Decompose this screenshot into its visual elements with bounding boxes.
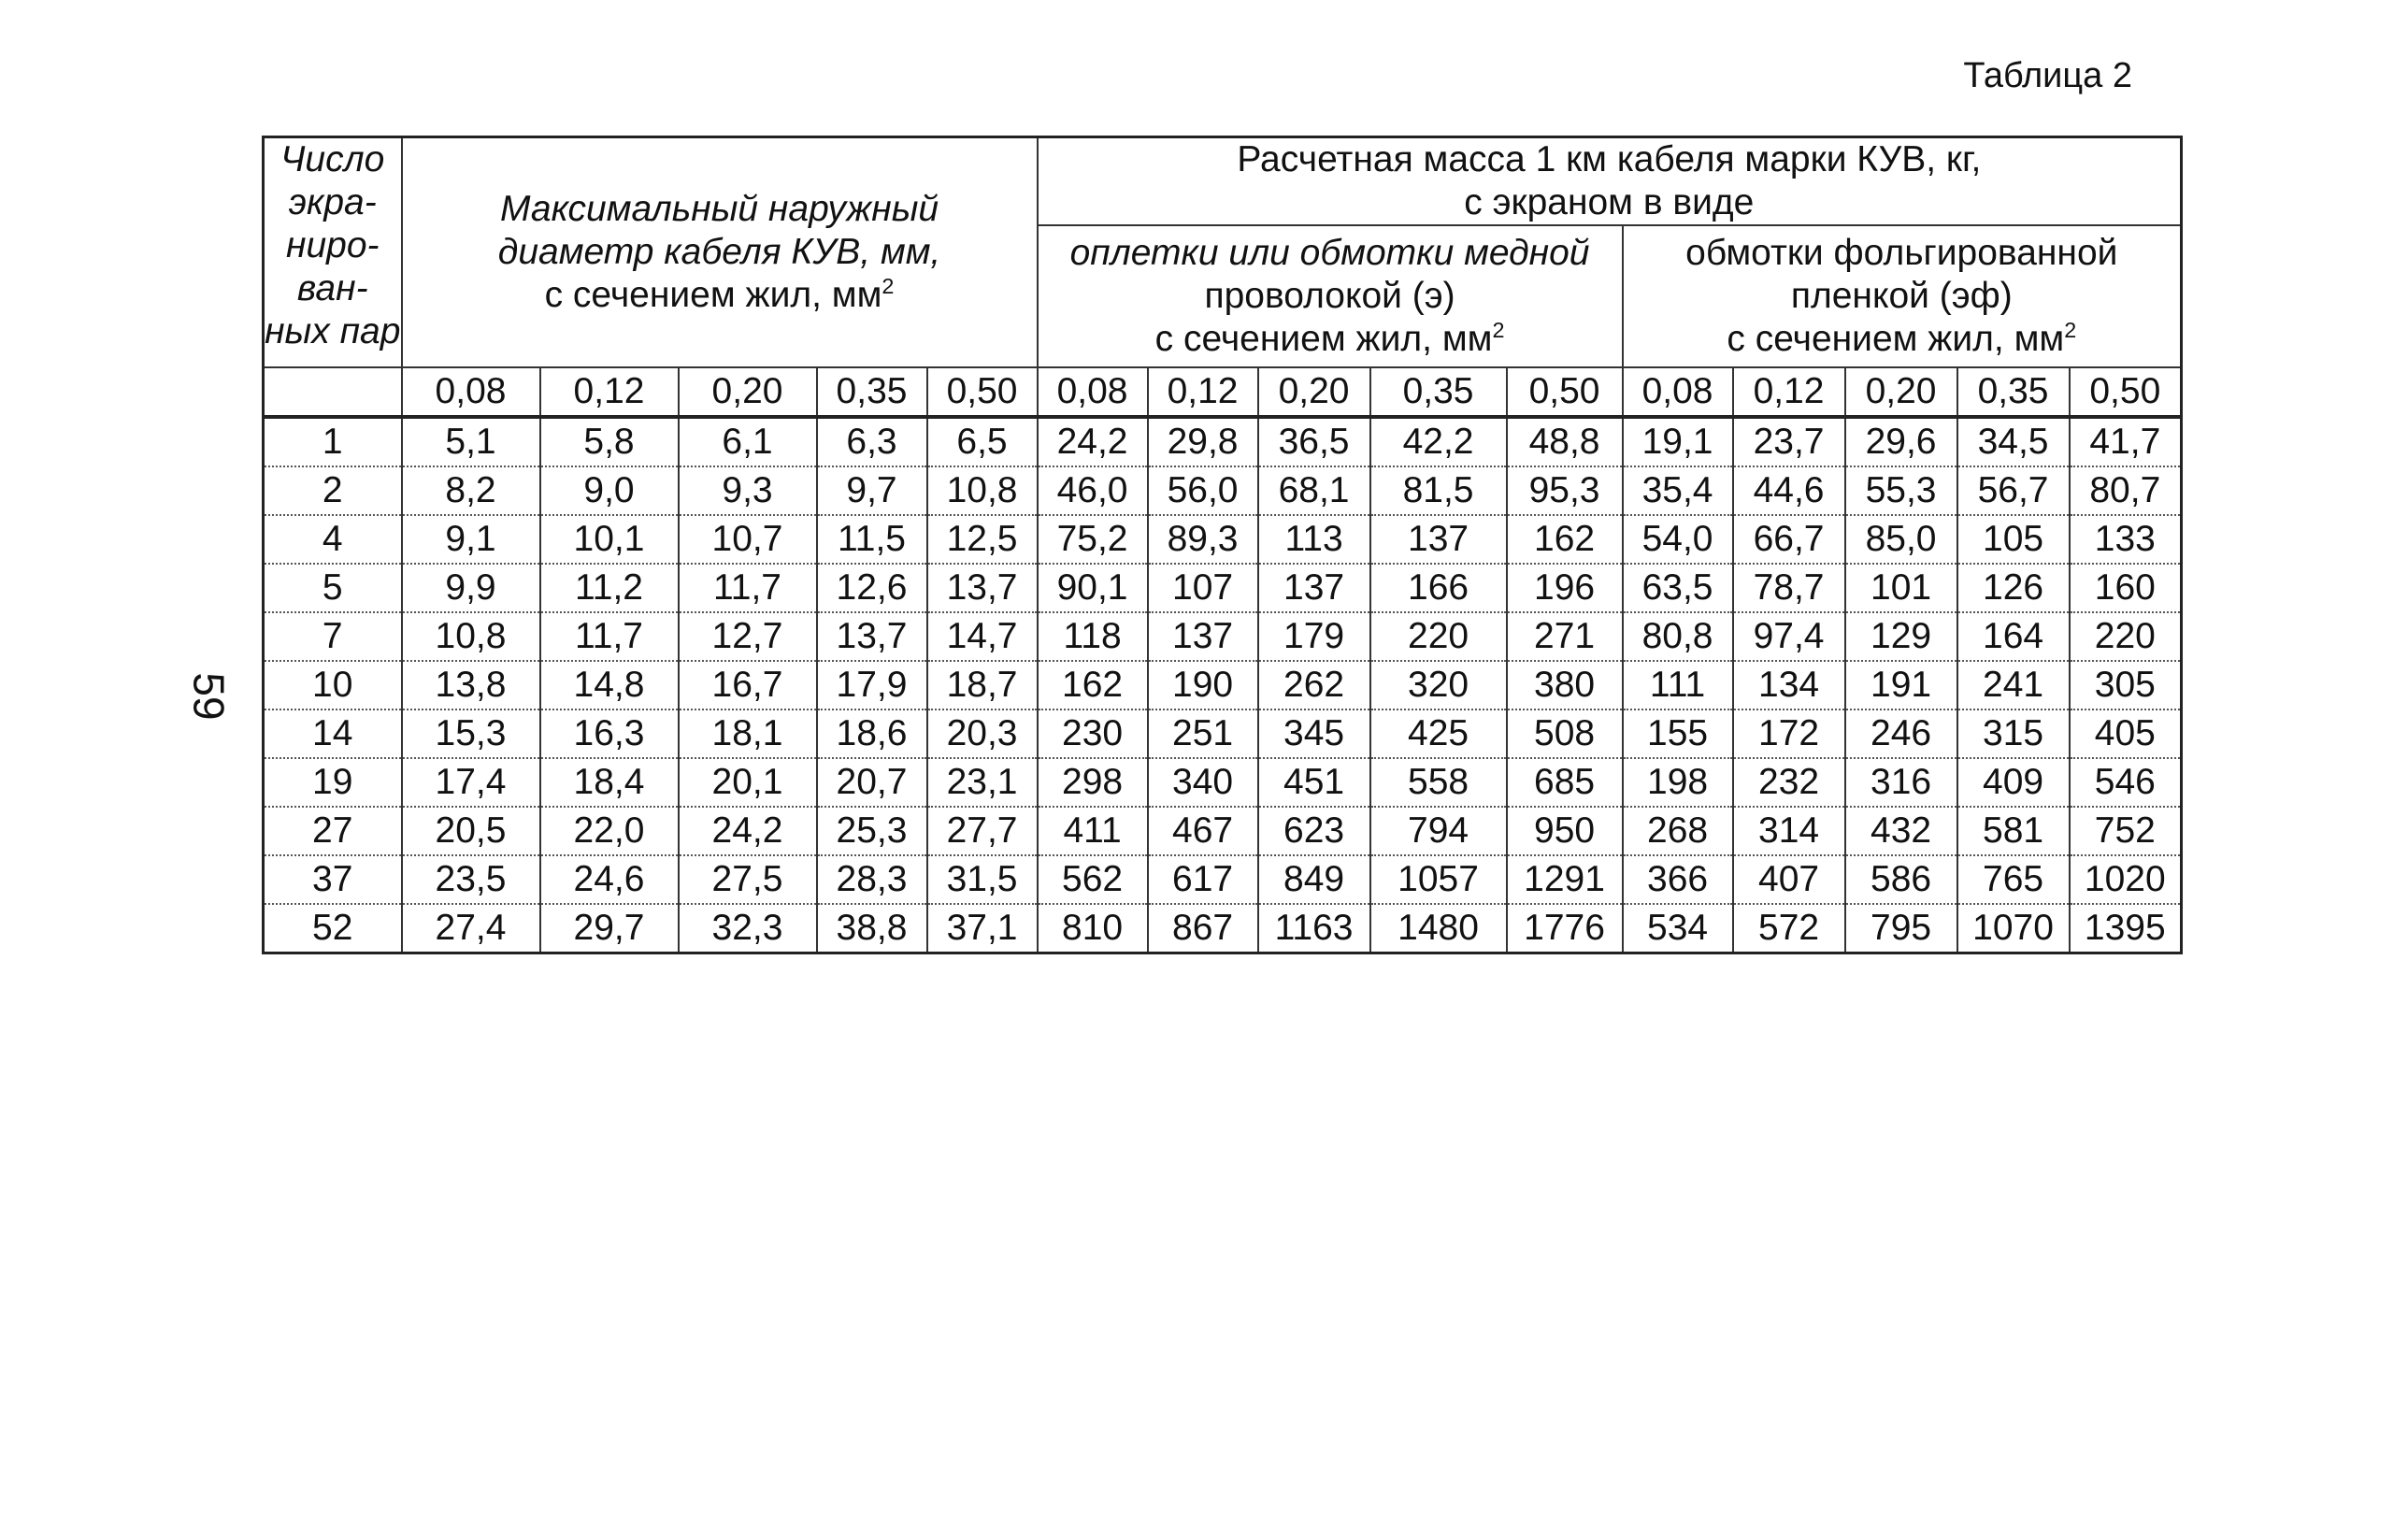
table-cell: 11,5 (817, 515, 927, 564)
table-cell: 101 (1845, 564, 1957, 612)
table-cell: 42,2 (1370, 417, 1507, 466)
table-cell: 111 (1623, 661, 1733, 709)
table-cell: 220 (1370, 612, 1507, 661)
table-cell: 6,3 (817, 417, 927, 466)
table-row (264, 564, 2182, 612)
table-cell: 849 (1258, 855, 1370, 904)
pairs-cell: 10 (264, 661, 402, 709)
table-cell: 810 (1038, 904, 1148, 953)
braid-title-line3: с сечением жил, мм (1154, 319, 1493, 360)
table-cell: 1776 (1507, 904, 1623, 953)
table-cell: 617 (1148, 855, 1258, 904)
table-cell: 1480 (1370, 904, 1507, 953)
diameter-title: Максимальный наружный (499, 188, 939, 229)
table-cell: 191 (1845, 661, 1957, 709)
table-cell: 950 (1507, 807, 1623, 855)
table-cell: 409 (1957, 758, 2070, 807)
table-row (264, 855, 2182, 904)
table-cell: 28,3 (817, 855, 927, 904)
table-cell: 407 (1733, 855, 1845, 904)
size-header-cell: 0,50 (927, 367, 1038, 417)
table-cell: 623 (1258, 807, 1370, 855)
table-cell: 35,4 (1623, 466, 1733, 515)
table-cell: 5,8 (540, 417, 679, 466)
table-cell: 12,6 (817, 564, 927, 612)
size-header-cell: 0,50 (1507, 367, 1623, 417)
table-cell: 345 (1258, 709, 1370, 758)
size-header-cell: 0,12 (540, 367, 679, 417)
table-cell: 80,8 (1623, 612, 1733, 661)
table-cell: 795 (1845, 904, 1957, 953)
pairs-cell: 1 (264, 417, 402, 466)
table-row (264, 515, 2182, 564)
table-cell: 1291 (1507, 855, 1623, 904)
pairs-cell: 5 (264, 564, 402, 612)
table-cell: 27,7 (927, 807, 1038, 855)
table-cell: 534 (1623, 904, 1733, 953)
table-cell: 20,3 (927, 709, 1038, 758)
table-cell: 20,1 (679, 758, 817, 807)
table-cell: 19,1 (1623, 417, 1733, 466)
table-cell: 27,4 (402, 904, 540, 953)
table-cell: 25,3 (817, 807, 927, 855)
table-cell: 6,1 (679, 417, 817, 466)
stub-header: Число экра- ниро- ван- ных пар (264, 137, 402, 368)
table-cell: 230 (1038, 709, 1148, 758)
table-cell: 20,5 (402, 807, 540, 855)
diameter-section-label: с сечением жил, мм (544, 275, 882, 316)
table-cell: 23,5 (402, 855, 540, 904)
page-number: 59 (184, 672, 234, 721)
size-header-cell: 0,35 (1957, 367, 2070, 417)
table-cell: 18,4 (540, 758, 679, 807)
table-cell: 29,7 (540, 904, 679, 953)
table-cell: 190 (1148, 661, 1258, 709)
table-cell: 75,2 (1038, 515, 1148, 564)
pairs-cell: 27 (264, 807, 402, 855)
table-cell: 18,1 (679, 709, 817, 758)
superscript: 2 (882, 274, 895, 299)
table-cell: 54,0 (1623, 515, 1733, 564)
table-cell: 155 (1623, 709, 1733, 758)
table-cell: 129 (1845, 612, 1957, 661)
table-cell: 13,7 (817, 612, 927, 661)
size-header-cell: 0,50 (2070, 367, 2182, 417)
table-cell: 11,7 (679, 564, 817, 612)
table-cell: 105 (1957, 515, 2070, 564)
table-cell: 232 (1733, 758, 1845, 807)
size-header-cell: 0,35 (817, 367, 927, 417)
table-cell: 220 (2070, 612, 2182, 661)
table-cell: 9,1 (402, 515, 540, 564)
table-cell: 380 (1507, 661, 1623, 709)
table-cell: 118 (1038, 612, 1148, 661)
foil-group-header (1623, 225, 2182, 367)
table-cell: 63,5 (1623, 564, 1733, 612)
table-cell: 18,7 (927, 661, 1038, 709)
table-cell: 794 (1370, 807, 1507, 855)
table-cell: 36,5 (1258, 417, 1370, 466)
table-cell: 17,4 (402, 758, 540, 807)
table-cell: 9,7 (817, 466, 927, 515)
diameter-subtitle: диаметр кабеля КУВ, мм, (497, 232, 941, 272)
table-cell: 12,5 (927, 515, 1038, 564)
size-header-cell: 0,20 (1258, 367, 1370, 417)
table-cell: 89,3 (1148, 515, 1258, 564)
table-cell: 24,6 (540, 855, 679, 904)
pairs-cell: 14 (264, 709, 402, 758)
table-cell: 164 (1957, 612, 2070, 661)
table-cell: 411 (1038, 807, 1148, 855)
table-cell: 1395 (2070, 904, 2182, 953)
table-cell: 16,7 (679, 661, 817, 709)
table-cell: 241 (1957, 661, 2070, 709)
superscript: 2 (1492, 318, 1505, 343)
table-cell: 24,2 (1038, 417, 1148, 466)
table-cell: 22,0 (540, 807, 679, 855)
table-cell: 13,7 (927, 564, 1038, 612)
table-cell: 1020 (2070, 855, 2182, 904)
table-cell: 316 (1845, 758, 1957, 807)
table-cell: 41,7 (2070, 417, 2182, 466)
braid-title-line2: проволокой (э) (1204, 276, 1455, 317)
mass-title-line2: с экраном в виде (1464, 182, 1755, 223)
table-cell: 8,2 (402, 466, 540, 515)
table-cell: 562 (1038, 855, 1148, 904)
table-cell: 10,8 (927, 466, 1038, 515)
table-cell: 16,3 (540, 709, 679, 758)
table-row (264, 758, 2182, 807)
table-cell: 20,7 (817, 758, 927, 807)
size-header-cell: 0,08 (1623, 367, 1733, 417)
table-cell: 38,8 (817, 904, 927, 953)
table-cell: 9,0 (540, 466, 679, 515)
table-cell: 133 (2070, 515, 2182, 564)
mass-title-line1: Расчетная масса 1 км кабеля марки КУВ, кг, (1237, 139, 1982, 179)
table-cell: 366 (1623, 855, 1733, 904)
table-cell: 12,7 (679, 612, 817, 661)
table-cell: 1070 (1957, 904, 2070, 953)
table-cell: 32,3 (679, 904, 817, 953)
table-cell: 66,7 (1733, 515, 1845, 564)
pairs-cell: 52 (264, 904, 402, 953)
size-header-cell: 0,35 (1370, 367, 1507, 417)
table-cell: 196 (1507, 564, 1623, 612)
table-cell: 81,5 (1370, 466, 1507, 515)
table-cell: 14,7 (927, 612, 1038, 661)
table-cell: 95,3 (1507, 466, 1623, 515)
foil-title-line1: обмотки фольгированной (1685, 233, 2118, 273)
table-cell: 78,7 (1733, 564, 1845, 612)
table-cell: 9,3 (679, 466, 817, 515)
table-cell: 179 (1258, 612, 1370, 661)
table-cell: 11,7 (540, 612, 679, 661)
table-row (264, 904, 2182, 953)
table-row (264, 709, 2182, 758)
braid-group-header (1038, 225, 1623, 367)
table-row (264, 661, 2182, 709)
table-cell: 160 (2070, 564, 2182, 612)
mass-group-header (1038, 137, 2182, 226)
table-cell: 46,0 (1038, 466, 1148, 515)
table-cell: 685 (1507, 758, 1623, 807)
table-cell: 37,1 (927, 904, 1038, 953)
pairs-cell: 19 (264, 758, 402, 807)
table-cell: 27,5 (679, 855, 817, 904)
table-cell: 508 (1507, 709, 1623, 758)
pairs-cell: 37 (264, 855, 402, 904)
table-cell: 14,8 (540, 661, 679, 709)
stub-header-cont (264, 367, 402, 417)
table-cell: 581 (1957, 807, 2070, 855)
table-cell: 80,7 (2070, 466, 2182, 515)
table-cell: 586 (1845, 855, 1957, 904)
table-caption: Таблица 2 (1963, 56, 2132, 95)
table-cell: 246 (1845, 709, 1957, 758)
table-cell: 85,0 (1845, 515, 1957, 564)
table-cell: 68,1 (1258, 466, 1370, 515)
table-cell: 162 (1038, 661, 1148, 709)
table-cell: 10,7 (679, 515, 817, 564)
table-cell: 23,1 (927, 758, 1038, 807)
table-cell: 765 (1957, 855, 2070, 904)
table-cell: 314 (1733, 807, 1845, 855)
table-cell: 31,5 (927, 855, 1038, 904)
table-cell: 137 (1370, 515, 1507, 564)
table-cell: 172 (1733, 709, 1845, 758)
table-cell: 298 (1038, 758, 1148, 807)
table-cell: 558 (1370, 758, 1507, 807)
superscript: 2 (2064, 318, 2077, 343)
table-cell: 34,5 (1957, 417, 2070, 466)
table-cell: 432 (1845, 807, 1957, 855)
table-cell: 268 (1623, 807, 1733, 855)
pairs-cell: 4 (264, 515, 402, 564)
size-header-cell: 0,12 (1733, 367, 1845, 417)
table-cell: 340 (1148, 758, 1258, 807)
size-header-cell: 0,12 (1148, 367, 1258, 417)
foil-title-line3: с сечением жил, мм (1727, 319, 2065, 360)
table-cell: 305 (2070, 661, 2182, 709)
table-cell: 90,1 (1038, 564, 1148, 612)
braid-title-line1: оплетки или обмотки медной (1069, 233, 1590, 273)
table-cell: 10,1 (540, 515, 679, 564)
table-row (264, 417, 2182, 466)
table-cell: 262 (1258, 661, 1370, 709)
foil-title-line2: пленкой (эф) (1790, 276, 2013, 317)
table-row (264, 466, 2182, 515)
table-cell: 134 (1733, 661, 1845, 709)
table-cell: 137 (1148, 612, 1258, 661)
diameter-group-header (402, 137, 1038, 368)
table-cell: 572 (1733, 904, 1845, 953)
pairs-cell: 2 (264, 466, 402, 515)
table-cell: 126 (1957, 564, 2070, 612)
table-cell: 48,8 (1507, 417, 1623, 466)
table-cell: 425 (1370, 709, 1507, 758)
table-cell: 10,8 (402, 612, 540, 661)
table-cell: 9,9 (402, 564, 540, 612)
size-header-cell: 0,08 (402, 367, 540, 417)
table-cell: 15,3 (402, 709, 540, 758)
table-cell: 467 (1148, 807, 1258, 855)
table-cell: 405 (2070, 709, 2182, 758)
table-cell: 320 (1370, 661, 1507, 709)
table-cell: 752 (2070, 807, 2182, 855)
table-cell: 166 (1370, 564, 1507, 612)
table-cell: 198 (1623, 758, 1733, 807)
size-header-cell: 0,08 (1038, 367, 1148, 417)
table-cell: 451 (1258, 758, 1370, 807)
table-cell: 44,6 (1733, 466, 1845, 515)
table-cell: 23,7 (1733, 417, 1845, 466)
table-row (264, 612, 2182, 661)
table-cell: 546 (2070, 758, 2182, 807)
size-header-row (264, 367, 2182, 417)
table-cell: 56,7 (1957, 466, 2070, 515)
table-cell: 113 (1258, 515, 1370, 564)
table-cell: 5,1 (402, 417, 540, 466)
table-cell: 315 (1957, 709, 2070, 758)
table-cell: 1163 (1258, 904, 1370, 953)
table-cell: 11,2 (540, 564, 679, 612)
table-cell: 137 (1258, 564, 1370, 612)
table-cell: 251 (1148, 709, 1258, 758)
table-cell: 18,6 (817, 709, 927, 758)
table-cell: 29,8 (1148, 417, 1258, 466)
table-cell: 162 (1507, 515, 1623, 564)
table-cell: 6,5 (927, 417, 1038, 466)
table-cell: 271 (1507, 612, 1623, 661)
table-cell: 55,3 (1845, 466, 1957, 515)
size-header-cell: 0,20 (1845, 367, 1957, 417)
table-cell: 107 (1148, 564, 1258, 612)
table-cell: 56,0 (1148, 466, 1258, 515)
table-cell: 29,6 (1845, 417, 1957, 466)
table-cell: 1057 (1370, 855, 1507, 904)
cable-data-table (262, 136, 2183, 954)
table-cell: 17,9 (817, 661, 927, 709)
size-header-cell: 0,20 (679, 367, 817, 417)
table-cell: 13,8 (402, 661, 540, 709)
table-row (264, 807, 2182, 855)
pairs-cell: 7 (264, 612, 402, 661)
table-cell: 867 (1148, 904, 1258, 953)
table-cell: 24,2 (679, 807, 817, 855)
table-cell: 97,4 (1733, 612, 1845, 661)
